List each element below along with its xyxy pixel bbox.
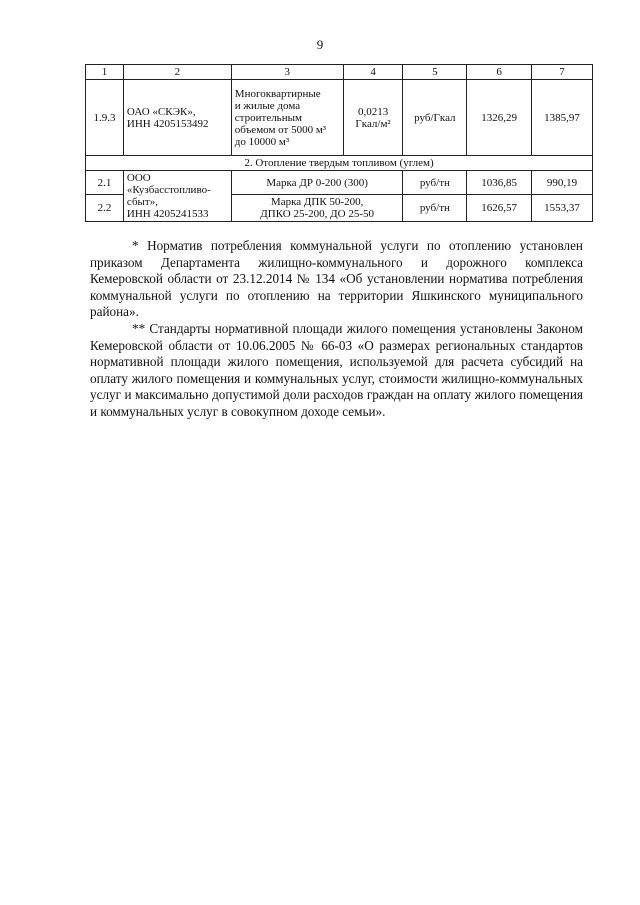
description-cell	[231, 195, 403, 222]
organization-cell	[123, 80, 231, 156]
column-header: 2	[123, 65, 231, 80]
unit-cell: руб/тн	[403, 195, 467, 222]
unit-cell: руб/Гкал	[403, 80, 467, 156]
description-line: до 10000 м³	[234, 135, 290, 148]
column-header: 7	[532, 65, 593, 80]
table-row	[86, 80, 593, 156]
price-cell: 990,19	[532, 171, 593, 195]
organization-line: сбыт»,	[126, 196, 158, 208]
row-number: 2.2	[86, 195, 124, 222]
column-header: 3	[231, 65, 343, 80]
price-cell: 1626,57	[467, 195, 532, 222]
organization-line: ИНН 4205241533	[126, 208, 209, 220]
norm-unit: Гкал/м²	[355, 117, 391, 130]
description-line: строительным	[234, 111, 302, 124]
norm-value: 0,0213	[357, 105, 389, 118]
organization-line: «Кузбасстопливо-	[126, 184, 211, 196]
column-header: 5	[403, 65, 467, 80]
norm-cell	[343, 80, 403, 156]
tariff-table	[85, 64, 593, 222]
description-line: объемом от 5000 м³	[234, 123, 327, 136]
description-line: и жилые дома	[234, 99, 301, 112]
section-heading: 2. Отопление твердым топливом (углем)	[86, 156, 593, 171]
footnote-living-area-standards: ** Стандарты нормативной площади жилого помещения установлены Законом Кемеровской области от 10.06.2005 № 66-03 «О размерах региональных стандартов нормативной площади жилого помещения, используемой для расчета субсидий на оплату жилого помещения и коммунальных услуг, стоимости жилищно-коммунальных услуг и максимально допустимой доли расходов граждан на оплату жилого помещения и коммунальных услуг в совокупном доходе семьи».	[90, 320, 583, 419]
row-number: 2.1	[86, 171, 124, 195]
price-cell: 1326,29	[467, 80, 532, 156]
organization-name: ОАО «СКЭК»,	[126, 105, 196, 118]
section-heading-row	[86, 156, 593, 171]
price-cell: 1553,37	[532, 195, 593, 222]
row-number: 1.9.3	[86, 80, 124, 156]
page-number: 9	[316, 37, 324, 52]
footnote-heating-norm: * Норматив потребления коммунальной услуги по отоплению установлен приказом Департамента жилищно-коммунального и дорожного комплекса Кемеровской области от 23.12.2014 № 134 «Об установлении норматива потребления коммунальной услуги по отоплению на территории Яшкинского муниципального района».	[90, 238, 583, 320]
footnotes	[90, 238, 583, 421]
description-line: Многоквартирные	[234, 87, 321, 100]
column-header: 6	[467, 65, 532, 80]
price-cell: 1385,97	[532, 80, 593, 156]
column-header: 4	[343, 65, 403, 80]
description-cell: Марка ДР 0-200 (300)	[231, 171, 403, 195]
description-line: ДПКО 25-200, ДО 25-50	[260, 208, 374, 220]
organization-line: ООО	[126, 172, 151, 184]
description-line: Марка ДПК 50-200,	[270, 196, 364, 208]
description-cell	[231, 80, 343, 156]
price-cell: 1036,85	[467, 171, 532, 195]
table-header-row	[86, 65, 593, 80]
organization-cell	[123, 171, 231, 222]
unit-cell: руб/тн	[403, 171, 467, 195]
organization-inn: ИНН 4205153492	[126, 117, 209, 130]
column-header: 1	[86, 65, 124, 80]
table-row	[86, 171, 593, 195]
